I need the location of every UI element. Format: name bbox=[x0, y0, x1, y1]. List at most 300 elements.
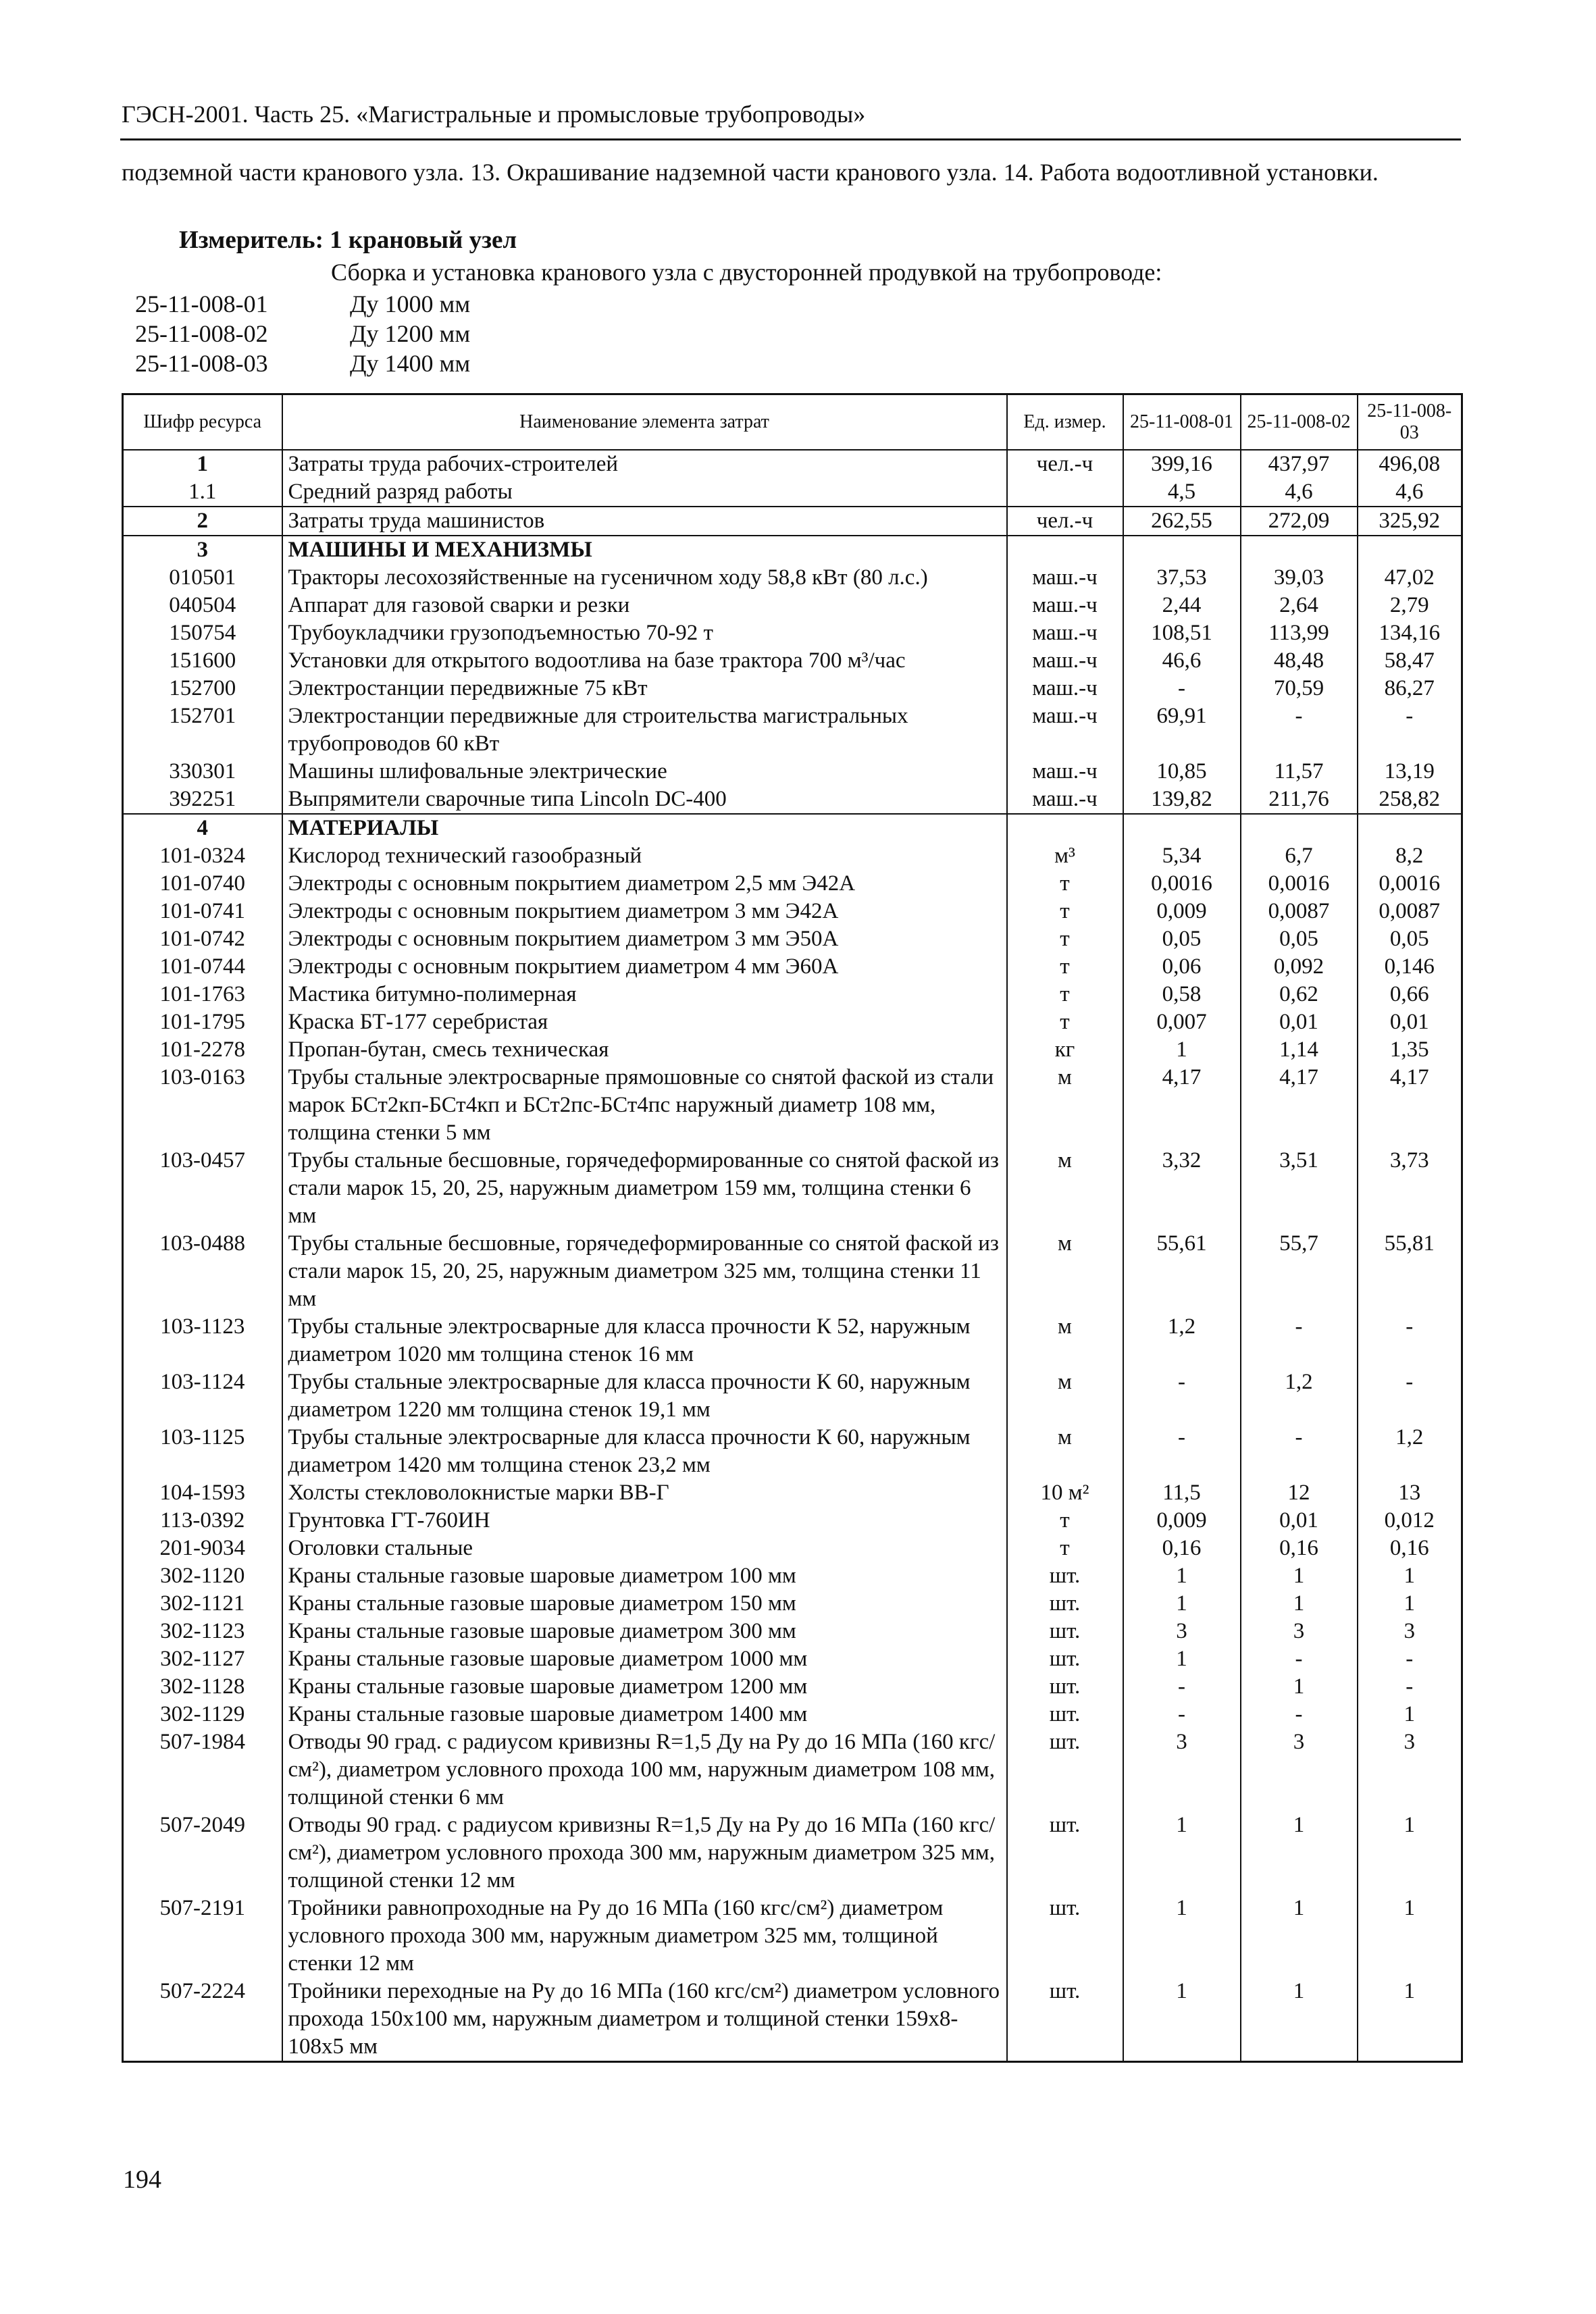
value-col2: 2,64 bbox=[1241, 592, 1358, 619]
value-col3: 86,27 bbox=[1358, 675, 1462, 702]
variant-code: 25-11-008-02 bbox=[135, 320, 268, 347]
unit-cell: шт. bbox=[1007, 1673, 1123, 1701]
value-col3: 13 bbox=[1358, 1479, 1462, 1507]
unit-cell: т bbox=[1007, 1008, 1123, 1036]
resource-name: Краны стальные газовые шаровые диаметром 1400 мм bbox=[282, 1701, 1007, 1728]
resource-code: 152701 bbox=[123, 702, 282, 758]
value-col3: - bbox=[1358, 1313, 1462, 1368]
value-col2: 1 bbox=[1241, 1811, 1358, 1895]
value-col1: - bbox=[1123, 675, 1241, 702]
resource-name: Краны стальные газовые шаровые диаметром 100 мм bbox=[282, 1562, 1007, 1590]
table-row bbox=[123, 702, 1462, 758]
table-row bbox=[123, 1701, 1462, 1728]
resource-code: 101-0741 bbox=[123, 898, 282, 925]
header-col2: 25-11-008-02 bbox=[1241, 394, 1358, 451]
value-col2: 3 bbox=[1241, 1618, 1358, 1645]
value-col1: 46,6 bbox=[1123, 647, 1241, 675]
value-col1: 55,61 bbox=[1123, 1230, 1241, 1313]
resource-name: Тройники переходные на Ру до 16 МПа (160 кгс/см²) диаметром условного прохода 150x100 мм, наружным диаметром и толщиной стенки 159x8-108x5 мм bbox=[282, 1978, 1007, 2062]
value-col1: 0,58 bbox=[1123, 981, 1241, 1008]
table-row bbox=[123, 507, 1462, 536]
value-col2: 12 bbox=[1241, 1479, 1358, 1507]
resource-code: 150754 bbox=[123, 619, 282, 647]
unit-cell: маш.-ч bbox=[1007, 647, 1123, 675]
table-row bbox=[123, 1535, 1462, 1562]
value-col1: 4,5 bbox=[1123, 478, 1241, 507]
resource-name: Затраты труда рабочих-строителей bbox=[282, 450, 1007, 478]
value-col1: - bbox=[1123, 1701, 1241, 1728]
resource-name: Пропан-бутан, смесь техническая bbox=[282, 1036, 1007, 1064]
resource-name: Электростанции передвижные для строительства магистральных трубопроводов 60 кВт bbox=[282, 702, 1007, 758]
value-col2: 11,57 bbox=[1241, 758, 1358, 786]
value-col2 bbox=[1241, 814, 1358, 842]
resource-code: 1 bbox=[123, 450, 282, 478]
value-col1: - bbox=[1123, 1368, 1241, 1424]
unit-cell: м bbox=[1007, 1147, 1123, 1230]
value-col3: 58,47 bbox=[1358, 647, 1462, 675]
unit-cell: м bbox=[1007, 1424, 1123, 1479]
intro-text: подземной части кранового узла. 13. Окрашивание надземной части кранового узла. 14. Работа водоотливной установки. bbox=[122, 159, 1379, 186]
unit-cell: чел.-ч bbox=[1007, 450, 1123, 478]
value-col3: 0,01 bbox=[1358, 1008, 1462, 1036]
value-col3: 0,146 bbox=[1358, 953, 1462, 981]
value-col1: 1 bbox=[1123, 1562, 1241, 1590]
value-col1: 1 bbox=[1123, 1811, 1241, 1895]
resource-name: Затраты труда машинистов bbox=[282, 507, 1007, 536]
value-col3: 3 bbox=[1358, 1618, 1462, 1645]
table-row bbox=[123, 814, 1462, 842]
value-col3: - bbox=[1358, 702, 1462, 758]
table-row bbox=[123, 450, 1462, 478]
table-row bbox=[123, 478, 1462, 507]
resource-name: Выпрямители сварочные типа Lincoln DC-400 bbox=[282, 786, 1007, 814]
unit-cell: маш.-ч bbox=[1007, 786, 1123, 814]
resource-name: Тракторы лесохозяйственные на гусеничном ходу 58,8 кВт (80 л.с.) bbox=[282, 564, 1007, 592]
unit-cell: шт. bbox=[1007, 1978, 1123, 2062]
resources-table bbox=[122, 393, 1463, 2063]
value-col3: 1 bbox=[1358, 1978, 1462, 2062]
table-row bbox=[123, 564, 1462, 592]
value-col3: 0,16 bbox=[1358, 1535, 1462, 1562]
table-row bbox=[123, 1728, 1462, 1811]
unit-cell: шт. bbox=[1007, 1562, 1123, 1590]
value-col1: 108,51 bbox=[1123, 619, 1241, 647]
value-col3: 1 bbox=[1358, 1895, 1462, 1978]
unit-cell: т bbox=[1007, 870, 1123, 898]
value-col1: 3 bbox=[1123, 1728, 1241, 1811]
value-col3: 13,19 bbox=[1358, 758, 1462, 786]
resource-code: 151600 bbox=[123, 647, 282, 675]
value-col1: 5,34 bbox=[1123, 842, 1241, 870]
value-col1: 0,0016 bbox=[1123, 870, 1241, 898]
value-col3: - bbox=[1358, 1673, 1462, 1701]
unit-cell: т bbox=[1007, 1507, 1123, 1535]
resource-name: Отводы 90 град. с радиусом кривизны R=1,5 Ду на Ру до 16 МПа (160 кгс/см²), диаметром условного прохода 100 мм, наружным диаметром 108 мм, толщиной стенки 6 мм bbox=[282, 1728, 1007, 1811]
value-col2: 1,2 bbox=[1241, 1368, 1358, 1424]
unit-cell: шт. bbox=[1007, 1728, 1123, 1811]
resource-name: Грунтовка ГТ-760ИН bbox=[282, 1507, 1007, 1535]
resource-code: 201-9034 bbox=[123, 1535, 282, 1562]
value-col2: 437,97 bbox=[1241, 450, 1358, 478]
resource-code: 302-1121 bbox=[123, 1590, 282, 1618]
value-col2: 4,17 bbox=[1241, 1064, 1358, 1147]
resource-name: Трубоукладчики грузоподъемностью 70-92 т bbox=[282, 619, 1007, 647]
resource-name: Кислород технический газообразный bbox=[282, 842, 1007, 870]
value-col3: 0,0087 bbox=[1358, 898, 1462, 925]
unit-cell: т bbox=[1007, 1535, 1123, 1562]
variant-label: Ду 1200 мм bbox=[350, 320, 471, 347]
unit-cell: т bbox=[1007, 953, 1123, 981]
unit-cell: м bbox=[1007, 1313, 1123, 1368]
value-col1: 1 bbox=[1123, 1590, 1241, 1618]
resource-name: Трубы стальные электросварные для класса прочности К 60, наружным диаметром 1220 мм толщина стенок 19,1 мм bbox=[282, 1368, 1007, 1424]
value-col3: 4,6 bbox=[1358, 478, 1462, 507]
value-col1: - bbox=[1123, 1424, 1241, 1479]
value-col1: 0,009 bbox=[1123, 1507, 1241, 1535]
value-col2: 0,01 bbox=[1241, 1507, 1358, 1535]
table-row bbox=[123, 1895, 1462, 1978]
resource-name: Краны стальные газовые шаровые диаметром 150 мм bbox=[282, 1590, 1007, 1618]
value-col1: 3,32 bbox=[1123, 1147, 1241, 1230]
value-col2: 1 bbox=[1241, 1978, 1358, 2062]
table-row bbox=[123, 1645, 1462, 1673]
table-row bbox=[123, 1618, 1462, 1645]
variant-label: Ду 1400 мм bbox=[350, 350, 471, 377]
resource-name: МАТЕРИАЛЫ bbox=[282, 814, 1007, 842]
resource-code: 010501 bbox=[123, 564, 282, 592]
value-col3: 258,82 bbox=[1358, 786, 1462, 814]
unit-cell: шт. bbox=[1007, 1701, 1123, 1728]
resource-code: 101-0744 bbox=[123, 953, 282, 981]
resource-name: Трубы стальные электросварные прямошовные со снятой фаской из стали марок БСт2кп-БСт4кп и БСт2пс-БСт4пс наружный диаметр 108 мм, толщина стенки 5 мм bbox=[282, 1064, 1007, 1147]
resource-code: 302-1129 bbox=[123, 1701, 282, 1728]
resource-code: 103-0457 bbox=[123, 1147, 282, 1230]
table-row bbox=[123, 898, 1462, 925]
unit-cell: т bbox=[1007, 981, 1123, 1008]
page-number: 194 bbox=[123, 2165, 161, 2194]
resource-code: 113-0392 bbox=[123, 1507, 282, 1535]
value-col1: 69,91 bbox=[1123, 702, 1241, 758]
variant-item bbox=[135, 289, 470, 319]
value-col2: - bbox=[1241, 1424, 1358, 1479]
variant-code: 25-11-008-03 bbox=[135, 350, 268, 377]
resource-code: 330301 bbox=[123, 758, 282, 786]
value-col2: 3 bbox=[1241, 1728, 1358, 1811]
table-row bbox=[123, 592, 1462, 619]
variant-code: 25-11-008-01 bbox=[135, 290, 268, 317]
resource-name: Электроды с основным покрытием диаметром 2,5 мм Э42А bbox=[282, 870, 1007, 898]
table-row bbox=[123, 1313, 1462, 1368]
resource-code: 507-2049 bbox=[123, 1811, 282, 1895]
value-col3: 0,66 bbox=[1358, 981, 1462, 1008]
resource-code: 2 bbox=[123, 507, 282, 536]
value-col2: 1 bbox=[1241, 1590, 1358, 1618]
resource-code: 302-1127 bbox=[123, 1645, 282, 1673]
table-row bbox=[123, 981, 1462, 1008]
variant-item bbox=[135, 349, 470, 378]
unit-cell: шт. bbox=[1007, 1645, 1123, 1673]
table-row bbox=[123, 953, 1462, 981]
value-col2: 0,01 bbox=[1241, 1008, 1358, 1036]
variant-list bbox=[135, 289, 470, 378]
value-col2: 272,09 bbox=[1241, 507, 1358, 536]
resource-code: 104-1593 bbox=[123, 1479, 282, 1507]
resource-code: 101-2278 bbox=[123, 1036, 282, 1064]
resource-code: 103-1124 bbox=[123, 1368, 282, 1424]
value-col1: 11,5 bbox=[1123, 1479, 1241, 1507]
table-row bbox=[123, 1479, 1462, 1507]
unit-cell: т bbox=[1007, 925, 1123, 953]
value-col3: 55,81 bbox=[1358, 1230, 1462, 1313]
resource-code: 507-2224 bbox=[123, 1978, 282, 2062]
resource-code: 3 bbox=[123, 536, 282, 564]
table-row bbox=[123, 758, 1462, 786]
resource-name: Машины шлифовальные электрические bbox=[282, 758, 1007, 786]
table-row bbox=[123, 1590, 1462, 1618]
value-col1: 399,16 bbox=[1123, 450, 1241, 478]
resource-code: 103-1125 bbox=[123, 1424, 282, 1479]
value-col3: 0,05 bbox=[1358, 925, 1462, 953]
value-col1 bbox=[1123, 536, 1241, 564]
table-row bbox=[123, 1978, 1462, 2062]
unit-cell: шт. bbox=[1007, 1811, 1123, 1895]
value-col1: 1 bbox=[1123, 1895, 1241, 1978]
table-row bbox=[123, 536, 1462, 564]
table-row bbox=[123, 1562, 1462, 1590]
table-row bbox=[123, 870, 1462, 898]
unit-cell: маш.-ч bbox=[1007, 758, 1123, 786]
value-col1: 37,53 bbox=[1123, 564, 1241, 592]
value-col2: 1 bbox=[1241, 1562, 1358, 1590]
resource-code: 101-0742 bbox=[123, 925, 282, 953]
resource-name: Электроды с основным покрытием диаметром 3 мм Э50А bbox=[282, 925, 1007, 953]
resource-code: 101-0324 bbox=[123, 842, 282, 870]
value-col2: 55,7 bbox=[1241, 1230, 1358, 1313]
value-col2: 113,99 bbox=[1241, 619, 1358, 647]
unit-cell: маш.-ч bbox=[1007, 564, 1123, 592]
resource-name: Краны стальные газовые шаровые диаметром 300 мм bbox=[282, 1618, 1007, 1645]
value-col2: 70,59 bbox=[1241, 675, 1358, 702]
header-col1: 25-11-008-01 bbox=[1123, 394, 1241, 451]
resource-name: Средний разряд работы bbox=[282, 478, 1007, 507]
table-body bbox=[123, 450, 1462, 2062]
resource-code: 1.1 bbox=[123, 478, 282, 507]
value-col1: - bbox=[1123, 1673, 1241, 1701]
value-col1: 2,44 bbox=[1123, 592, 1241, 619]
table-row bbox=[123, 1424, 1462, 1479]
value-col2: 0,092 bbox=[1241, 953, 1358, 981]
value-col2: - bbox=[1241, 702, 1358, 758]
value-col3 bbox=[1358, 814, 1462, 842]
unit-cell: шт. bbox=[1007, 1895, 1123, 1978]
table-row bbox=[123, 1811, 1462, 1895]
table-row bbox=[123, 1507, 1462, 1535]
value-col3: 1 bbox=[1358, 1562, 1462, 1590]
value-col2: 48,48 bbox=[1241, 647, 1358, 675]
value-col2: 4,6 bbox=[1241, 478, 1358, 507]
resource-name: Установки для открытого водоотлива на базе трактора 700 м³/час bbox=[282, 647, 1007, 675]
resource-name: Краны стальные газовые шаровые диаметром 1200 мм bbox=[282, 1673, 1007, 1701]
value-col1: 4,17 bbox=[1123, 1064, 1241, 1147]
value-col3: 1 bbox=[1358, 1590, 1462, 1618]
value-col2: 0,0087 bbox=[1241, 898, 1358, 925]
value-col3: - bbox=[1358, 1645, 1462, 1673]
resource-name: Электростанции передвижные 75 кВт bbox=[282, 675, 1007, 702]
value-col1 bbox=[1123, 814, 1241, 842]
unit-cell: м bbox=[1007, 1368, 1123, 1424]
resource-name: Трубы стальные бесшовные, горячедеформированные со снятой фаской из стали марок 15, 20, 25, наружным диаметром 325 мм, толщина стенки 11 мм bbox=[282, 1230, 1007, 1313]
unit-cell: маш.-ч bbox=[1007, 619, 1123, 647]
value-col3: 0,0016 bbox=[1358, 870, 1462, 898]
header-unit: Ед. измер. bbox=[1007, 394, 1123, 451]
resource-name: Краны стальные газовые шаровые диаметром 1000 мм bbox=[282, 1645, 1007, 1673]
resource-code: 101-0740 bbox=[123, 870, 282, 898]
unit-cell: шт. bbox=[1007, 1590, 1123, 1618]
variant-label: Ду 1000 мм bbox=[350, 290, 471, 317]
value-col2: 6,7 bbox=[1241, 842, 1358, 870]
value-col2: 211,76 bbox=[1241, 786, 1358, 814]
value-col3: 1,35 bbox=[1358, 1036, 1462, 1064]
table-row bbox=[123, 1036, 1462, 1064]
resource-name: Отводы 90 град. с радиусом кривизны R=1,5 Ду на Ру до 16 МПа (160 кгс/см²), диаметром условного прохода 300 мм, наружным диаметром 325 мм, толщиной стенки 12 мм bbox=[282, 1811, 1007, 1895]
unit-cell: шт. bbox=[1007, 1618, 1123, 1645]
resource-name: Мастика битумно-полимерная bbox=[282, 981, 1007, 1008]
value-col3: 8,2 bbox=[1358, 842, 1462, 870]
resource-name: Аппарат для газовой сварки и резки bbox=[282, 592, 1007, 619]
resource-name: Трубы стальные электросварные для класса прочности К 60, наружным диаметром 1420 мм толщина стенок 23,2 мм bbox=[282, 1424, 1007, 1479]
table-row bbox=[123, 647, 1462, 675]
table-header-row bbox=[123, 394, 1462, 451]
value-col1: 0,05 bbox=[1123, 925, 1241, 953]
unit-cell bbox=[1007, 536, 1123, 564]
table-row bbox=[123, 619, 1462, 647]
value-col3: 134,16 bbox=[1358, 619, 1462, 647]
resource-name: МАШИНЫ И МЕХАНИЗМЫ bbox=[282, 536, 1007, 564]
value-col1: 0,16 bbox=[1123, 1535, 1241, 1562]
value-col3: 0,012 bbox=[1358, 1507, 1462, 1535]
table-row bbox=[123, 1368, 1462, 1424]
unit-cell: м³ bbox=[1007, 842, 1123, 870]
resource-code: 4 bbox=[123, 814, 282, 842]
unit-cell: маш.-ч bbox=[1007, 592, 1123, 619]
value-col3: 1 bbox=[1358, 1701, 1462, 1728]
resource-name: Электроды с основным покрытием диаметром 4 мм Э60А bbox=[282, 953, 1007, 981]
unit-cell bbox=[1007, 814, 1123, 842]
resource-code: 302-1123 bbox=[123, 1618, 282, 1645]
value-col1: 1,2 bbox=[1123, 1313, 1241, 1368]
value-col3: 325,92 bbox=[1358, 507, 1462, 536]
value-col1: 3 bbox=[1123, 1618, 1241, 1645]
unit-cell: м bbox=[1007, 1064, 1123, 1147]
resource-code: 101-1795 bbox=[123, 1008, 282, 1036]
resource-code: 103-0488 bbox=[123, 1230, 282, 1313]
table-row bbox=[123, 1147, 1462, 1230]
unit-cell: маш.-ч bbox=[1007, 702, 1123, 758]
unit-cell: чел.-ч bbox=[1007, 507, 1123, 536]
resource-code: 103-1123 bbox=[123, 1313, 282, 1368]
value-col3: 3,73 bbox=[1358, 1147, 1462, 1230]
value-col2: - bbox=[1241, 1645, 1358, 1673]
resource-name: Оголовки стальные bbox=[282, 1535, 1007, 1562]
header-name: Наименование элемента затрат bbox=[282, 394, 1007, 451]
resource-code: 392251 bbox=[123, 786, 282, 814]
unit-cell: маш.-ч bbox=[1007, 675, 1123, 702]
value-col3: 1,2 bbox=[1358, 1424, 1462, 1479]
value-col3: 1 bbox=[1358, 1811, 1462, 1895]
meter-line: Измеритель: 1 крановый узел bbox=[179, 226, 517, 254]
unit-cell: 10 м² bbox=[1007, 1479, 1123, 1507]
header-rule bbox=[120, 138, 1461, 140]
value-col1: 139,82 bbox=[1123, 786, 1241, 814]
resource-code: 302-1128 bbox=[123, 1673, 282, 1701]
value-col1: 10,85 bbox=[1123, 758, 1241, 786]
resource-name: Краска БТ-177 серебристая bbox=[282, 1008, 1007, 1036]
value-col2: - bbox=[1241, 1701, 1358, 1728]
resource-code: 507-2191 bbox=[123, 1895, 282, 1978]
header-code: Шифр ресурса bbox=[123, 394, 282, 451]
value-col2: 0,0016 bbox=[1241, 870, 1358, 898]
value-col1: 0,007 bbox=[1123, 1008, 1241, 1036]
resource-name: Трубы стальные бесшовные, горячедеформированные со снятой фаской из стали марок 15, 20, 25, наружным диаметром 159 мм, толщина стенки 6 мм bbox=[282, 1147, 1007, 1230]
resource-code: 103-0163 bbox=[123, 1064, 282, 1147]
value-col2 bbox=[1241, 536, 1358, 564]
unit-cell bbox=[1007, 478, 1123, 507]
table-row bbox=[123, 1008, 1462, 1036]
value-col1: 1 bbox=[1123, 1036, 1241, 1064]
resource-code: 302-1120 bbox=[123, 1562, 282, 1590]
unit-cell: т bbox=[1007, 898, 1123, 925]
variant-item bbox=[135, 319, 470, 349]
value-col2: 1 bbox=[1241, 1673, 1358, 1701]
value-col2: 1 bbox=[1241, 1895, 1358, 1978]
table-row bbox=[123, 786, 1462, 814]
table-row bbox=[123, 1673, 1462, 1701]
resource-name: Электроды с основным покрытием диаметром 3 мм Э42А bbox=[282, 898, 1007, 925]
resource-code: 040504 bbox=[123, 592, 282, 619]
header-col3: 25-11-008-03 bbox=[1358, 394, 1462, 451]
value-col3: 47,02 bbox=[1358, 564, 1462, 592]
resource-code: 507-1984 bbox=[123, 1728, 282, 1811]
value-col2: 1,14 bbox=[1241, 1036, 1358, 1064]
table-row bbox=[123, 1064, 1462, 1147]
resource-name: Холсты стекловолокнистые марки ВВ-Г bbox=[282, 1479, 1007, 1507]
value-col1: 0,06 bbox=[1123, 953, 1241, 981]
value-col3: 4,17 bbox=[1358, 1064, 1462, 1147]
unit-cell: кг bbox=[1007, 1036, 1123, 1064]
value-col2: 39,03 bbox=[1241, 564, 1358, 592]
resource-name: Тройники равнопроходные на Ру до 16 МПа (160 кгс/см²) диаметром условного прохода 300 мм, наружным диаметром 325 мм, толщиной стенки 12 мм bbox=[282, 1895, 1007, 1978]
table-row bbox=[123, 842, 1462, 870]
value-col2: 3,51 bbox=[1241, 1147, 1358, 1230]
unit-cell: м bbox=[1007, 1230, 1123, 1313]
resource-name: Трубы стальные электросварные для класса прочности К 52, наружным диаметром 1020 мм толщина стенок 16 мм bbox=[282, 1313, 1007, 1368]
resource-code: 152700 bbox=[123, 675, 282, 702]
value-col1: 0,009 bbox=[1123, 898, 1241, 925]
value-col3: 2,79 bbox=[1358, 592, 1462, 619]
running-header: ГЭСН-2001. Часть 25. «Магистральные и промысловые трубопроводы» bbox=[122, 101, 866, 128]
value-col2: 0,05 bbox=[1241, 925, 1358, 953]
value-col1: 1 bbox=[1123, 1978, 1241, 2062]
table-row bbox=[123, 925, 1462, 953]
table-row bbox=[123, 675, 1462, 702]
value-col2: - bbox=[1241, 1313, 1358, 1368]
value-col3: 3 bbox=[1358, 1728, 1462, 1811]
value-col1: 262,55 bbox=[1123, 507, 1241, 536]
table-row bbox=[123, 1230, 1462, 1313]
value-col3 bbox=[1358, 536, 1462, 564]
resource-code: 101-1763 bbox=[123, 981, 282, 1008]
value-col2: 0,16 bbox=[1241, 1535, 1358, 1562]
